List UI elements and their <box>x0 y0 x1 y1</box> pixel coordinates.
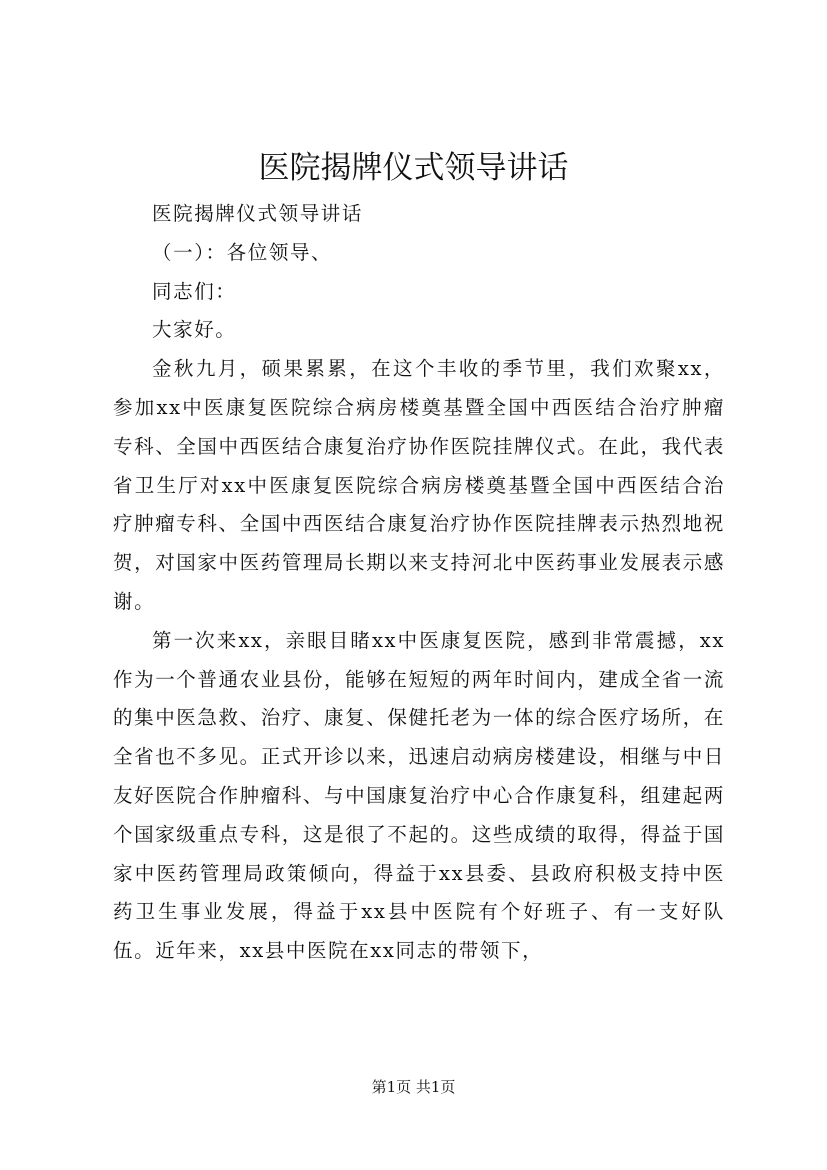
paragraph-greeting: 大家好。 <box>152 318 237 342</box>
paragraph-salutation: （一）：各位领导、 <box>152 240 333 264</box>
paragraph-body-2: 第一次来xx，亲眼目睹xx中医康复医院，感到非常震撼，xx作为一个普通农业县份，能够在短短的两年时间内，建成全省一流的集中医急救、治疗、康复、保健托老为一体的综合医疗场所，在全省也不多见。正式开诊以来，迅速启动病房楼建设，相继与中日友好医院合作肿瘤科、与中国康复治疗中心合作康复科，组建起两个国家级重点专科，这是很了不起的。这些成绩的取得，得益于国家中医药管理局政策倾向，得益于xx县委、县政府积极支持中医药卫生事业发展，得益于xx县中医院有个好班子、有一支好队伍。近年来，xx县中医院在xx同志的带领下， <box>113 628 725 963</box>
page-footer: 第1页 共1页 <box>371 1078 456 1096</box>
document-body <box>113 195 725 971</box>
document-title: 医院揭牌仪式领导讲话 <box>258 150 569 186</box>
paragraph-salutation-2: 同志们： <box>152 279 237 303</box>
paragraph-subtitle: 医院揭牌仪式领导讲话 <box>152 202 364 225</box>
paragraph-body-1: 金秋九月，硕果累累，在这个丰收的季节里，我们欢聚xx，参加xx中医康复医院综合病房楼奠基暨全国中西医结合治疗肿瘤专科、全国中西医结合康复治疗协作医院挂牌仪式。在此，我代表省卫生厅对xx中医康复医院综合病房楼奠基暨全国中西医结合治疗肿瘤专科、全国中西医结合康复治疗协作医院挂牌表示热烈地祝贺，对国家中医药管理局长期以来支持河北中医药事业发展表示感谢。 <box>113 357 725 613</box>
